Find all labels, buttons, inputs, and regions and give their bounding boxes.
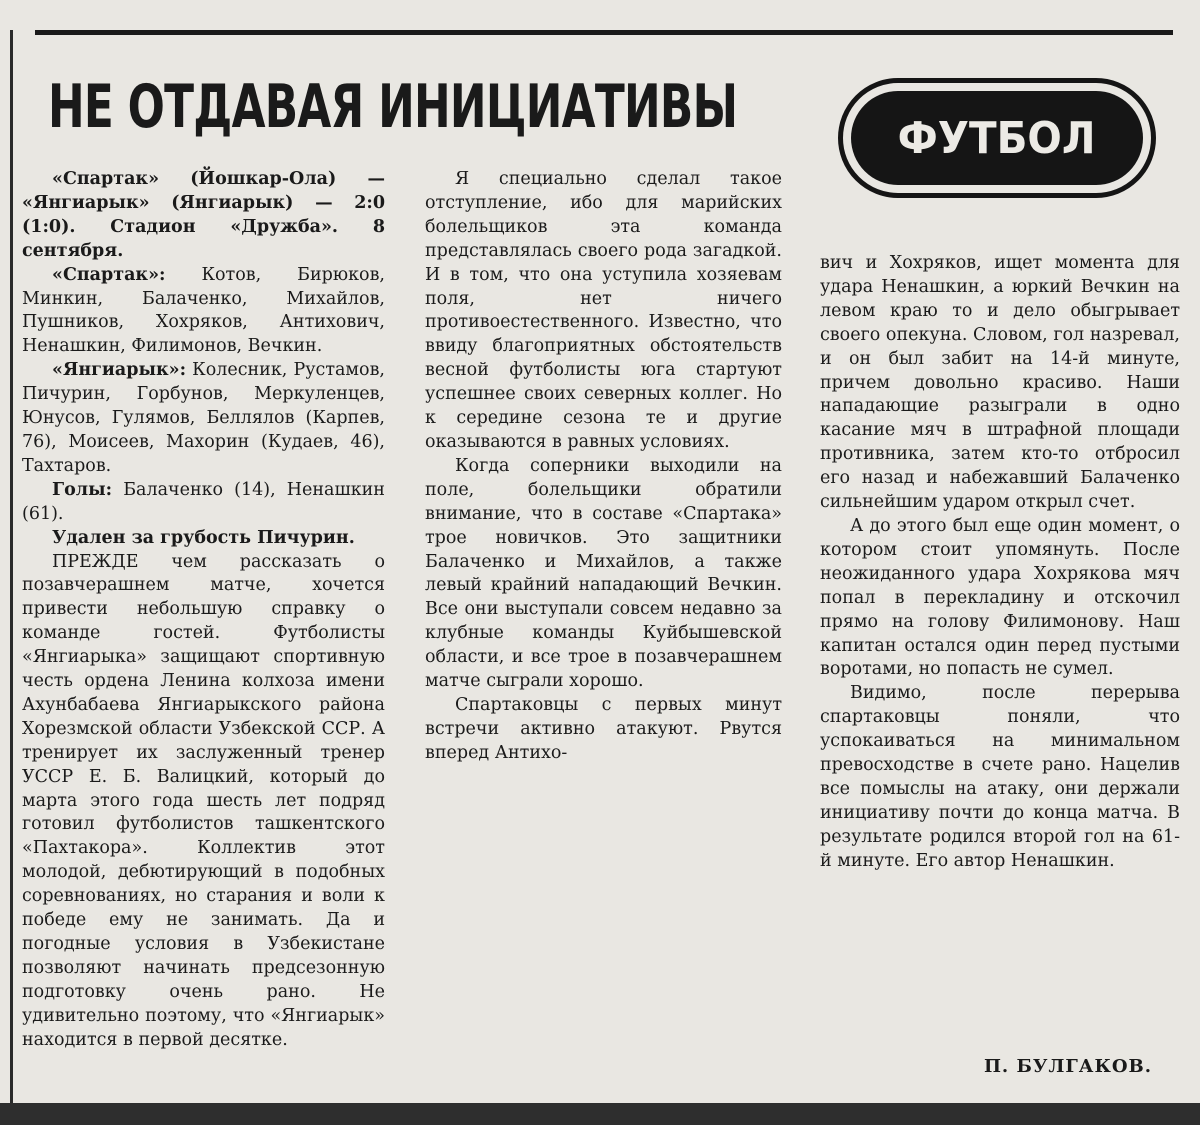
lineup-spartak-players: Котов, Бирюков, Минкин, Балаченко, Михайлов, Пушников, Хохряков, Антихович, Ненашкин, Филимонов, Вечкин. bbox=[22, 264, 385, 357]
goals-text: Балаченко (14), Ненашкин (61). bbox=[22, 479, 385, 524]
top-rule bbox=[35, 30, 1173, 35]
lineup-yangiaryk bbox=[22, 359, 385, 479]
paragraph-6: Видимо, после перерыва спартаковцы поняли, что успокаиваться на минимальном превосходстве в счете рано. Нацелив все помыслы на атаку, они держали инициативу почти до конца матча. В результате родился второй гол на 61-й минуте. Его автор Ненашкин. bbox=[820, 683, 1180, 871]
sent-off-line bbox=[22, 527, 385, 551]
goals-line bbox=[22, 479, 385, 527]
lineup-spartak bbox=[22, 264, 385, 360]
lineup-yangiaryk-label: «Янгиарык»: bbox=[52, 360, 187, 381]
column-rule bbox=[10, 30, 13, 1110]
author-signature: П. БУЛГАКОВ. bbox=[983, 1056, 1152, 1077]
match-teams: «Спартак» (Йошкар-Ола) — «Янгиарык» (Янгиарык) bbox=[22, 169, 385, 213]
rubric-badge bbox=[838, 78, 1156, 198]
article-headline: НЕ ОТДАВАЯ ИНИЦИАТИВЫ bbox=[48, 72, 738, 142]
column-3 bbox=[820, 252, 1180, 874]
rubric-badge-inner bbox=[851, 91, 1143, 185]
paragraph-5: А до этого был еще один момент, о котором стоит упомянуть. После неожиданного удара Хохрякова мяч попал в перекладину и отскочил прямо на голову Филимонову. Наш капитан остался один перед пустыми воротами, но попасть не сумел. bbox=[820, 515, 1180, 680]
paragraph-4-continued: вич и Хохряков, ищет момента для удара Ненашкин, а юркий Вечкин на левом краю то и дело обыгрывает своего опекуна. Словом, гол назревал, и он был забит на 14-й минуте, причем довольно красиво. Наши нападающие разыграли в одно касание мяч в штрафной площади противника, затем кто-то отбросил его назад и набежавший Балаченко сильнейшим ударом открыл счет. bbox=[820, 253, 1180, 513]
paragraph-4: Спартаковцы с первых минут встречи активно атакуют. Рвутся вперед Антихо- bbox=[425, 694, 782, 763]
paragraph-3: Когда соперники выходили на поле, болельщики обратили внимание, что в составе «Спартака» трое новичков. Это защитники Балаченко и Михайлов, а также левый крайний нападающий Вечкин. Все они выступали совсем недавно за клубные команды Куйбышевской области, и все трое в позавчерашнем матче сыграли хорошо. bbox=[425, 455, 782, 692]
column-1 bbox=[22, 168, 385, 1053]
match-venue: Стадион «Дружба». 8 сентября. bbox=[22, 216, 386, 261]
paragraph-2: Я специально сделал такое отступление, ибо для марийских болельщиков эта команда представлялась своего рода загадкой. И в том, что она уступила хозяевам поля, нет ничего противоестественного. Известно, что ввиду благоприятных обстоятельств весной футболисты юга стартуют успешнее своих северных коллег. Но к середине сезона те и другие оказываются в равных условиях. bbox=[425, 169, 782, 452]
paragraph-1: ПРЕЖДЕ чем рассказать о позавчерашнем матче, хочется привести небольшую справку о команде гостей. Футболисты «Янгиарыка» защищают спортивную честь ордена Ленина колхоза имени Ахунбабаева Янгиарыкского района Хорезмской области Узбекской ССР. А тренирует их заслуженный тренер УССР Е. Б. Валицкий, который до марта этого года шесть лет подряд готовил футболистов ташкентского «Пахтакора». Коллектив этот молодой, дебютирующий в подобных соревнованиях, но старания и воли к победе ему не занимать. Да и погодные условия в Узбекистане позволяют начинать предсезонную подготовку очень рано. Не удивительно поэтому, что «Янгиарык» находится в первой десятке. bbox=[22, 551, 385, 1050]
sent-off-text: Удален за грубость Пичурин. bbox=[52, 527, 355, 548]
column-2 bbox=[425, 168, 782, 766]
page-bottom-band bbox=[0, 1103, 1200, 1125]
lineup-spartak-label: «Спартак»: bbox=[52, 264, 166, 285]
rubric-label: ФУТБОЛ bbox=[898, 112, 1096, 164]
match-header bbox=[22, 168, 385, 264]
match-score: — 2:0 (1:0). bbox=[22, 192, 386, 237]
lineup-yangiaryk-players: Колесник, Рустамов, Пичурин, Горбунов, Меркуленцев, Юнусов, Гулямов, Беллялов (Карпев, 76), Моисеев, Махорин (Кудаев, 46), Тахтаров. bbox=[22, 360, 385, 476]
goals-label: Голы: bbox=[52, 479, 113, 500]
